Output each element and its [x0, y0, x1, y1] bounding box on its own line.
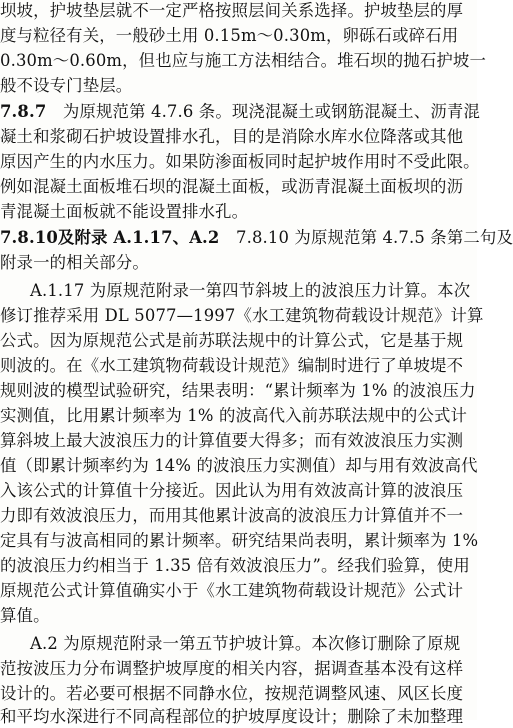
text-line: 和平均水深进行不同高程部位的护坡厚度设计；删除了未加整理 [0, 707, 464, 726]
text-line: 算斜坡上最大波浪压力的计算值要大得多；而有效波浪压力实测 [0, 431, 464, 450]
text-line: 修订推荐采用 DL 5077—1997《水工建筑物荷载设计规范》计算 [0, 306, 484, 325]
section-text: 为原规范第 4.7.6 条。现浇混凝土或钢筋混凝土、沥青混 [46, 102, 480, 121]
text-line: 定具有与波高相同的累计频率。研究结果尚表明，累计频率为 1% [0, 531, 479, 550]
text-line: 般不设专门垫层。 [0, 76, 133, 95]
text-line: 凝土和浆砌石护坡设置排水孔，目的是消除水库水位降落或其他 [0, 127, 464, 146]
section-7-8-10-first-line [0, 227, 513, 249]
text-line: 0.30m～0.60m，但也应与施工方法相结合。堆石坝的抛石护坡一 [0, 51, 487, 70]
text-line: 算值。 [0, 606, 50, 625]
paragraph-a-2-first-line: A.2 为原规范附录一第五节护坡计算。本次修订删除了原规 [30, 634, 461, 653]
text-line: 则波的。在《水工建筑物荷载设计规范》编制时进行了单坡堤不 [0, 356, 464, 375]
paragraph-a-1-17-first-line: A.1.17 为原规范附录一第四节斜坡上的波浪压力计算。本次 [30, 281, 471, 300]
text-line: 力即有效波浪压力，而用其他累计波高的波浪压力计算值并不一 [0, 506, 464, 525]
text-line: 坝坡，护坡垫层就不一定严格按照层间关系选择。护坡垫层的厚 [0, 1, 464, 20]
text-line: 的波浪压力约相当于 1.35 倍有效波浪压力”。经我们验算，使用 [0, 556, 470, 575]
text-line: 实测值，比用累计频率为 1% 的波高代入前苏联法规中的公式计 [0, 406, 468, 425]
section-heading: 7.8.10及附录 A.1.17、A.2 [0, 228, 220, 247]
text-line: 附录一的相关部分。 [0, 253, 149, 272]
text-line: 范按波压力分布调整护坡厚度的相关内容，据调查基本没有这样 [0, 659, 464, 678]
text-line: 原因产生的内水压力。如果防渗面板同时起护坡作用时不受此限。 [0, 152, 480, 171]
text-line: 例如混凝土面板堆石坝的混凝土面板，或沥青混凝土面板坝的沥 [0, 177, 464, 196]
text-line: 公式。因为原规范公式是前苏联法规中的计算公式，它是基于规 [0, 331, 464, 350]
section-text: 7.8.10 为原规范第 4.7.5 条第二句及 [219, 228, 513, 247]
text-line: 值（即累计频率约为 14% 的波浪压力实测值）却与用有效波高代 [0, 456, 478, 475]
text-line: 青混凝土面板就不能设置排水孔。 [0, 202, 249, 221]
text-line: 规则波的模型试验研究，结果表明：“累计频率为 1% 的波浪压力 [0, 381, 476, 400]
text-line: 入该公式的计算值十分接近。因此认为用有效波高计算的波浪压 [0, 481, 464, 500]
text-line: 度与粒径有关，一般砂土用 0.15m～0.30m，卵砾石或碎石用 [0, 26, 459, 45]
section-number: 7.8.7 [0, 102, 47, 121]
text-line: 设计的。若必要可根据不同静水位，按规范调整风速、风区长度 [0, 684, 464, 703]
text-line: 原规范公式计算值确实小于《水工建筑物荷载设计规范》公式计 [0, 581, 464, 600]
section-7-8-7-first-line [0, 101, 480, 123]
